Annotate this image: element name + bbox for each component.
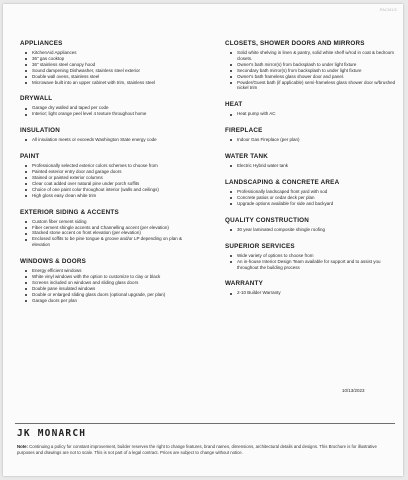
spec-item: Stained or painted exterior columns <box>20 175 200 181</box>
spec-section <box>225 243 397 271</box>
spec-list <box>20 163 200 198</box>
spec-item: Wide variety of options to choose from <box>225 253 397 259</box>
spec-list <box>225 189 397 207</box>
spec-item: Stacked stone accent on front elevation (per elevation) <box>20 230 200 236</box>
spec-item: Enclosed soffits to be pine tongue & groove and/or LP depending on plan & elevation <box>20 236 200 248</box>
spec-item: Sound dampening Dishwasher, stainless steel exterior <box>20 68 200 74</box>
section-heading: HEAT <box>225 101 243 109</box>
section-heading: CLOSETS, SHOWER DOORS AND MIRRORS <box>225 40 365 47</box>
spec-list <box>225 111 397 117</box>
spec-item: 36" gas cooktop <box>20 56 200 62</box>
spec-item: Interior; light orange peel level 4 texture throughout home <box>20 111 200 117</box>
spec-list <box>20 137 200 143</box>
spec-item: Owner's bath mirror(s) from backsplash to under light fixture <box>225 62 397 68</box>
spec-item: 2-10 Builder Warranty <box>225 290 397 296</box>
spec-section <box>225 40 397 91</box>
spec-item: All insulation meets or exceeds Washington State energy code <box>20 137 200 143</box>
spec-item: Fiber cement shingle accents and Channelling accent (per elevation) <box>20 225 200 231</box>
spec-section <box>225 127 397 143</box>
spec-list <box>20 105 200 117</box>
document-date: 10/13/2023 <box>342 388 365 393</box>
left-column <box>20 40 200 314</box>
section-heading: EXTERIOR SIDING & ACCENTS <box>20 208 119 216</box>
section-heading: INSULATION <box>20 127 61 135</box>
spec-item: Double or enlarged sliding glass doors (optional upgrade, per plan) <box>20 292 200 298</box>
section-heading: FIREPLACE <box>225 127 263 135</box>
spec-section <box>225 153 397 169</box>
spec-section <box>225 217 397 233</box>
right-column <box>225 40 397 306</box>
section-heading: WATER TANK <box>225 153 269 161</box>
spec-item: Electric Hybrid water tank <box>225 163 397 169</box>
spec-list <box>20 268 200 303</box>
spec-item: KitchenAid Appliances <box>20 50 200 56</box>
spec-list <box>20 50 200 85</box>
spec-item: Heat pump with AC <box>225 111 397 117</box>
spec-list <box>20 219 200 249</box>
spec-item: Microwave built into an upper cabinet with trim, stainless steel <box>20 80 200 86</box>
spec-item: Powder/Guest bath (if applicable) semi-frameless glass shower door w/brushed nickel trim <box>225 80 397 92</box>
spec-item: Professionally selected exterior colors schemes to choose from <box>20 163 200 169</box>
spec-item: Professionally landscaped front yard with sod <box>225 189 397 195</box>
spec-item: Secondary bath mirror(s) from backsplash to under light fixture <box>225 68 397 74</box>
spec-item: Painted exterior entry door and garage doors <box>20 169 200 175</box>
spec-item: Solid white shelving in linen & pantry, solid white shelf w/rod in coat & bedroom closets. <box>225 50 397 62</box>
section-heading: WINDOWS & DOORS <box>20 258 86 266</box>
section-heading: LANDSCAPING & CONCRETE AREA <box>225 179 340 187</box>
spec-item: Garage dry walled and taped per code <box>20 105 200 111</box>
spec-section <box>225 179 397 207</box>
spec-item: 30 year laminated composite shingle roofing <box>225 227 397 233</box>
spec-item: Custom fiber cement siding <box>20 219 200 225</box>
spec-item: High gloss easy clean white trim <box>20 193 200 199</box>
spec-section <box>20 153 200 198</box>
spec-item: An in-house Interior Design Team available for support and to assist you throughout the building process <box>225 259 397 271</box>
spec-item: Indoor Gas Fireplace (per plan) <box>225 137 397 143</box>
spec-list <box>225 137 397 143</box>
mls-watermark: PACMLS <box>379 7 397 12</box>
spec-sheet <box>3 4 403 476</box>
spec-item: White vinyl windows with the option to customize to clay or black <box>20 274 200 280</box>
spec-item: Energy efficient windows <box>20 268 200 274</box>
spec-section <box>20 209 200 249</box>
spec-item: Garage doors per plan <box>20 298 200 304</box>
spec-item: Upgrade options available for side and backyard <box>225 201 397 207</box>
spec-section <box>225 101 397 117</box>
spec-section <box>20 40 200 85</box>
spec-section <box>225 280 397 296</box>
section-heading: PAINT <box>20 153 40 161</box>
section-heading: DRYWALL <box>20 95 53 103</box>
spec-section <box>20 95 200 117</box>
spec-section <box>20 127 200 143</box>
spec-item: 36" stainless steel canopy hood <box>20 62 200 68</box>
spec-list <box>225 163 397 169</box>
note-text: Continuing a policy for constant improvement, builder reserves the right to change features, brand names, dimensions, architectural details and designs. This Brochure is for illustrative purposes and drawings are not to scale. This is not part of a legal contract. Prices are subject to change without notice. <box>17 444 377 455</box>
spec-list <box>225 227 397 233</box>
spec-item: Owner's bath frameless glass shower door and panel. <box>225 74 397 80</box>
section-heading: SUPERIOR SERVICES <box>225 242 295 250</box>
spec-section <box>20 258 200 303</box>
spec-item: Double pane insulated windows <box>20 286 200 292</box>
spec-list <box>225 290 397 296</box>
spec-item: Concrete patios or cedar deck per plan <box>225 195 397 201</box>
spec-item: Double wall ovens, stainless steel <box>20 74 200 80</box>
spec-item: Choice of one paint color throughout interior (walls and ceilings) <box>20 187 200 193</box>
spec-item: Screens included on windows and sliding glass doors <box>20 280 200 286</box>
footer-divider <box>15 423 395 424</box>
builder-brand: JK MONARCH <box>17 428 87 439</box>
disclaimer-note <box>17 444 392 455</box>
spec-list <box>225 253 397 271</box>
section-heading: APPLIANCES <box>20 40 63 47</box>
note-label: Note: <box>17 444 28 449</box>
spec-list <box>225 50 397 91</box>
spec-item: Clear coat added over natural pine under porch soffits <box>20 181 200 187</box>
section-heading: WARRANTY <box>225 280 263 288</box>
section-heading: QUALITY CONSTRUCTION <box>225 216 309 224</box>
